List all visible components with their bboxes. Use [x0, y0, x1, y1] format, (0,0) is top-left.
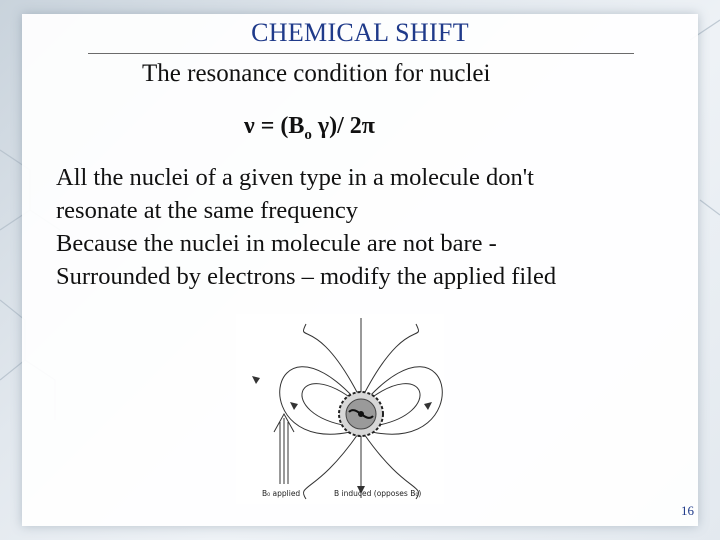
formula-rhs: γ)/ 2π [311, 113, 375, 139]
body-line-4: Surrounded by electrons – modify the applied filed [56, 263, 557, 290]
body-line-2: resonate at the same frequency [56, 197, 359, 224]
formula-subscript: o [304, 126, 312, 143]
body-line-1: All the nuclei of a given type in a molecule don't [56, 164, 534, 191]
field-arrowheads [252, 376, 444, 494]
induced-field-label: B induced (opposes B₀) [334, 489, 422, 498]
electron-cloud-icon [339, 392, 383, 436]
title-divider [88, 53, 634, 54]
applied-field-arrows-icon [274, 414, 294, 484]
applied-field-label: B₀ applied [262, 489, 301, 498]
induced-field-diagram [236, 314, 444, 504]
induced-field-figure [236, 314, 444, 504]
slide-title: CHEMICAL SHIFT [251, 18, 469, 47]
slide-subtitle: The resonance condition for nuclei [142, 60, 491, 87]
formula-lhs: ν = (B [244, 113, 305, 139]
body-line-3: Because the nuclei in molecule are not bare - [56, 230, 497, 257]
page-number: 16 [681, 503, 694, 518]
resonance-formula [244, 113, 375, 144]
